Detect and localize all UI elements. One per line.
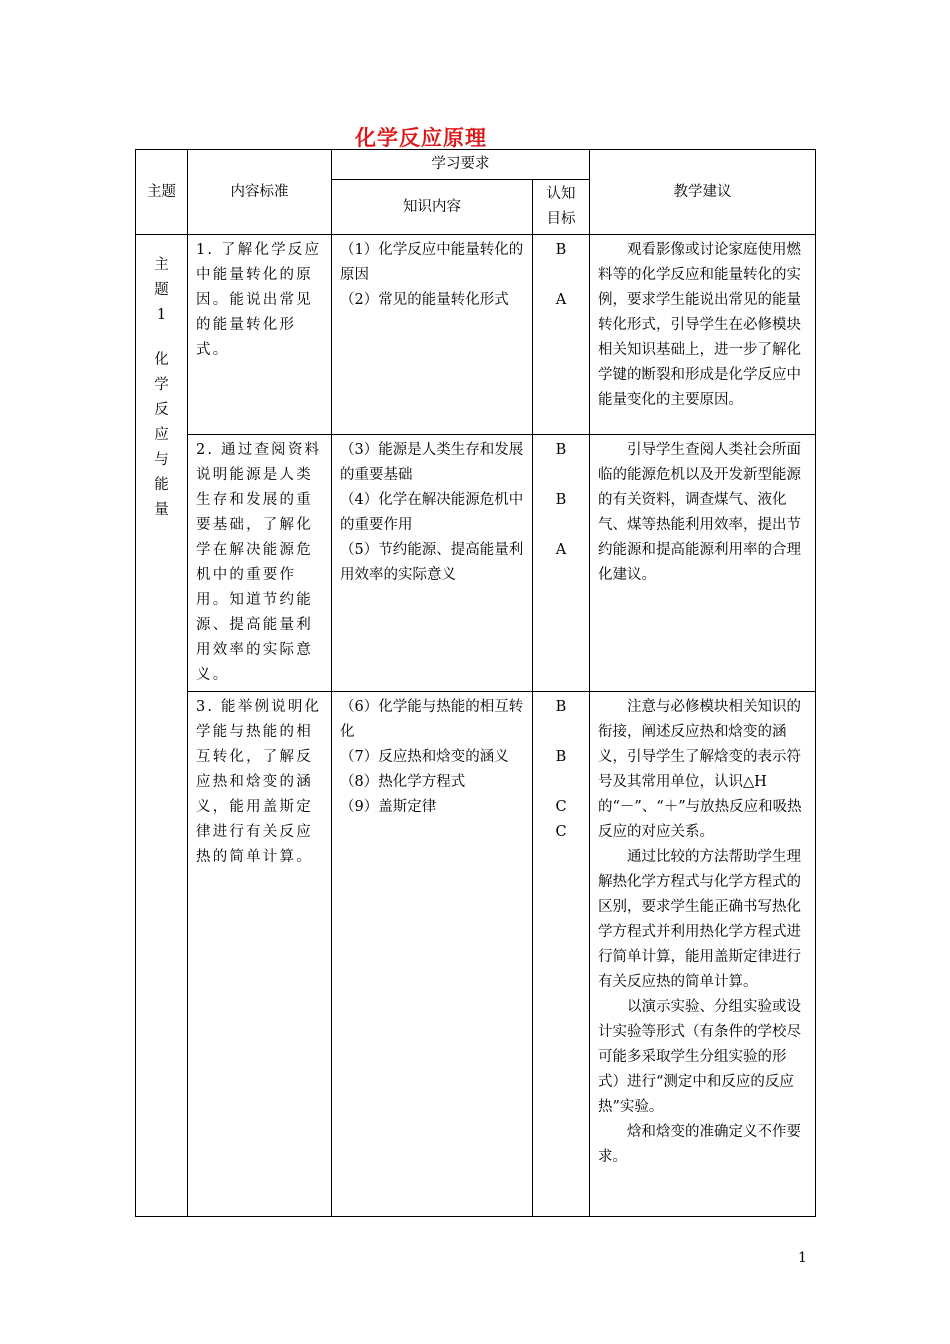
level-cell xyxy=(533,692,590,1217)
topic-char: 学 xyxy=(154,377,169,393)
level-value xyxy=(541,770,581,795)
knowledge-item: （8）热化学方程式 xyxy=(340,774,466,790)
topic-cell xyxy=(136,235,188,1217)
level-value: A xyxy=(555,292,567,308)
table-row xyxy=(136,692,816,1217)
header-cognitive-level xyxy=(533,180,590,235)
knowledge-cell xyxy=(332,235,533,435)
table-row xyxy=(136,435,816,692)
header-learning-requirements: 学习要求 xyxy=(332,150,590,180)
suggestion-paragraph: 通过比较的方法帮助学生理解热化学方程式与化学方程式的区别，要求学生能正确书写热化学方程式并利用热化学方程式进行简单计算，能用盖斯定律进行有关反应热的简单计算。 xyxy=(598,849,801,990)
standard-cell: 3. 能举例说明化学能与热能的相互转化，了解反应热和焓变的涵义，能用盖斯定律进行有关反应热的简单计算。 xyxy=(188,692,332,1217)
knowledge-item: （5）节约能源、提高能量利用效率的实际意义 xyxy=(340,542,524,583)
header-topic: 主题 xyxy=(136,150,188,235)
suggestion-paragraph: 观看影像或讨论家庭使用燃料等的化学反应和能量转化的实例，要求学生能说出常见的能量转化形式，引导学生在必修模块相关知识基础上，进一步了解化学键的断裂和形成是化学反应中能量变化的主要原因。 xyxy=(598,242,801,408)
topic-char: 与 xyxy=(154,452,169,468)
header-level-line1: 认知 xyxy=(546,186,576,202)
level-value: B xyxy=(555,492,567,508)
table-row xyxy=(136,235,816,435)
level-cell xyxy=(533,435,590,692)
suggestion-paragraph: 引导学生查阅人类社会所面临的能源危机以及开发新型能源的有关资料，调查煤气、液化气、煤等热能利用效率，提出节约能源和提高能源利用率的合理化建议。 xyxy=(598,442,801,583)
knowledge-item: （1）化学反应中能量转化的原因 xyxy=(340,242,524,283)
knowledge-item: （6）化学能与热能的相互转化 xyxy=(340,699,524,740)
suggestion-paragraph: 注意与必修模块相关知识的衔接，阐述反应热和焓变的涵义，引导学生了解焓变的表示符号及其常用单位，认识△H的“－”、“＋”与放热反应和吸热反应的对应关系。 xyxy=(598,699,802,840)
standard-cell: 1. 了解化学反应中能量转化的原因。能说出常见的能量转化形式。 xyxy=(188,235,332,435)
topic-char: 主 xyxy=(154,257,169,273)
knowledge-item: （2）常见的能量转化形式 xyxy=(340,292,509,308)
level-value xyxy=(541,263,581,288)
topic-char: 1 xyxy=(156,307,167,323)
topic-char: 题 xyxy=(154,282,169,298)
page-number: 1 xyxy=(798,1250,807,1266)
level-value: B xyxy=(555,442,567,458)
header-level-line2: 目标 xyxy=(546,211,576,227)
curriculum-table xyxy=(135,149,816,1217)
topic-char: 化 xyxy=(154,352,169,368)
topic-char: 能 xyxy=(154,477,169,493)
topic-char: 反 xyxy=(154,402,169,418)
level-value xyxy=(541,720,581,745)
topic-char: 应 xyxy=(154,427,169,443)
suggestion-cell xyxy=(590,435,816,692)
level-value: C xyxy=(555,824,567,840)
level-value: C xyxy=(555,799,567,815)
level-value: B xyxy=(555,699,567,715)
knowledge-cell xyxy=(332,692,533,1217)
level-value: B xyxy=(555,749,567,765)
level-value: B xyxy=(555,242,567,258)
level-value xyxy=(541,513,581,538)
page-title: 化学反应原理 xyxy=(355,126,487,150)
level-cell xyxy=(533,235,590,435)
suggestion-paragraph: 焓和焓变的准确定义不作要求。 xyxy=(598,1124,801,1165)
knowledge-cell xyxy=(332,435,533,692)
level-value xyxy=(541,463,581,488)
knowledge-item: （3）能源是人类生存和发展的重要基础 xyxy=(340,442,524,483)
suggestion-cell xyxy=(590,235,816,435)
knowledge-item: （4）化学在解决能源危机中的重要作用 xyxy=(340,492,524,533)
knowledge-item: （7）反应热和焓变的涵义 xyxy=(340,749,509,765)
suggestion-cell xyxy=(590,692,816,1217)
header-knowledge: 知识内容 xyxy=(332,180,533,235)
topic-char: 量 xyxy=(154,502,169,518)
header-content-standard: 内容标准 xyxy=(188,150,332,235)
level-value: A xyxy=(555,542,567,558)
suggestion-paragraph: 以演示实验、分组实验或设计实验等形式（有条件的学校尽可能多采取学生分组实验的形式）进行“测定中和反应的反应热”实验。 xyxy=(598,999,801,1115)
standard-cell: 2. 通过查阅资料说明能源是人类生存和发展的重要基础，了解化学在解决能源危机中的重要作用。知道节约能源、提高能量利用效率的实际意义。 xyxy=(188,435,332,692)
knowledge-item: （9）盖斯定律 xyxy=(340,799,437,815)
header-teaching-suggestions: 教学建议 xyxy=(590,150,816,235)
